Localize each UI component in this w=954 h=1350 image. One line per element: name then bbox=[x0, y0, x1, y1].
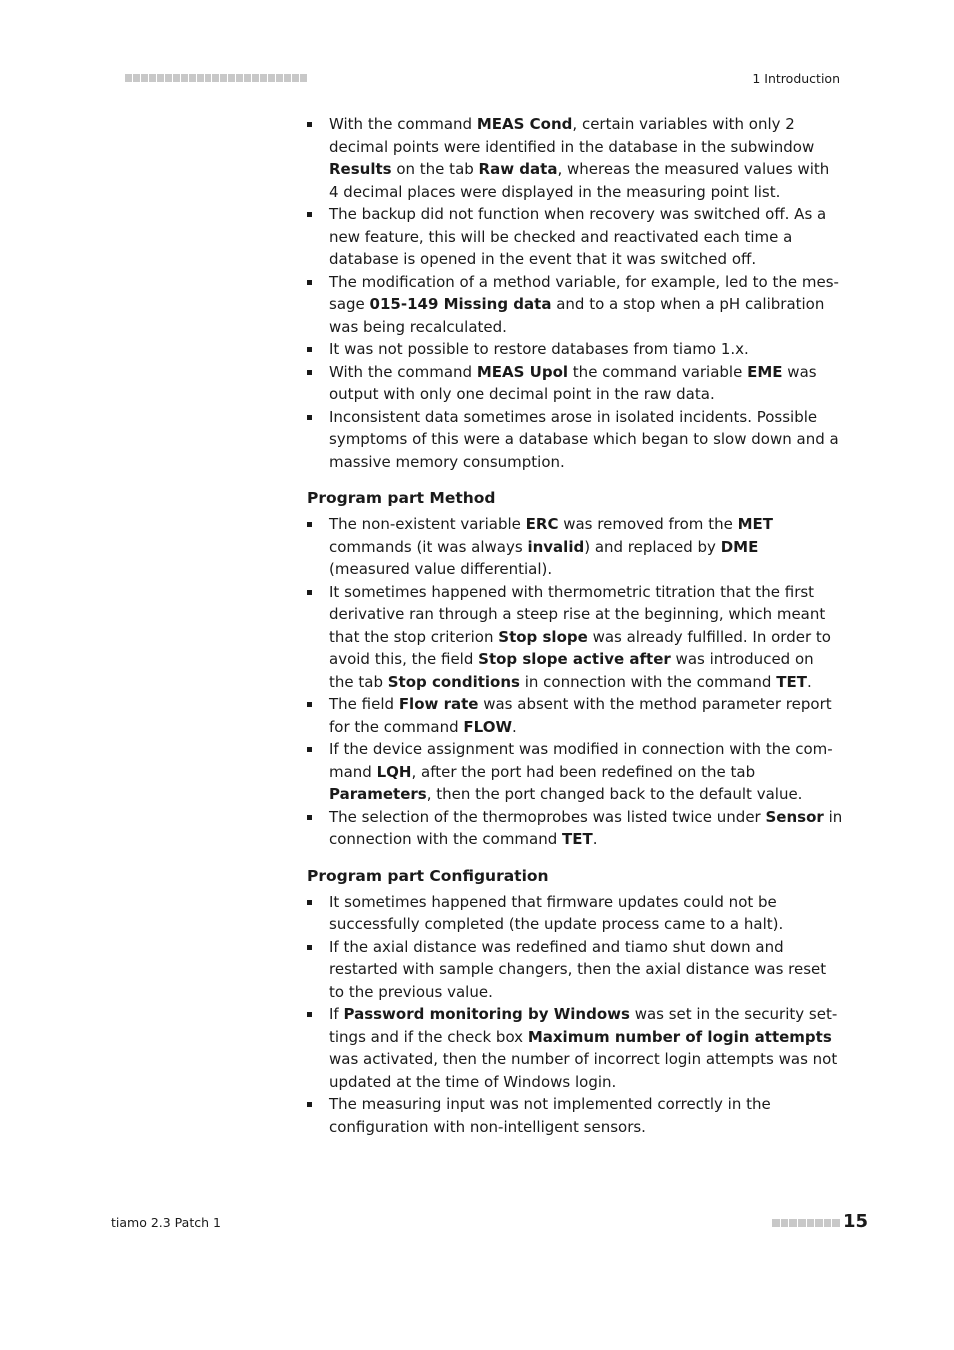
list-item bbox=[307, 406, 843, 474]
bullet-list-general bbox=[307, 113, 843, 473]
bullet-list-method bbox=[307, 513, 843, 851]
item-text: It sometimes happened with thermometric titration that the first derivative ran through a steep rise at the beginning, which meant that the stop criterion bbox=[329, 582, 826, 646]
list-item bbox=[307, 891, 843, 936]
item-text: The measuring input was not implemented correctly in the configuration with non-intelligent sensors. bbox=[329, 1095, 771, 1136]
list-item bbox=[307, 1093, 843, 1138]
ui-term: Stop slope bbox=[498, 627, 588, 646]
item-text: was output with only one decimal point in the raw data. bbox=[329, 362, 817, 403]
item-text: on the tab bbox=[391, 160, 479, 178]
heading-program-part-method: Program part Method bbox=[307, 489, 496, 507]
ui-term: Password monitoring by Windows bbox=[343, 1005, 630, 1023]
item-text: . bbox=[806, 672, 812, 691]
item-text: was absent with the method parameter report for the command bbox=[329, 695, 832, 736]
item-text: The backup did not function when recovery was switched off. As a new feature, this will be checked and reactivated each time a database is opened in the event that it was switched off. bbox=[329, 205, 827, 268]
list-item bbox=[307, 693, 843, 738]
footer-decoration bbox=[772, 1219, 840, 1227]
item-text: With the command bbox=[329, 115, 477, 133]
item-text: Inconsistent data sometimes arose in isolated incidents. Possible symptoms of this were a database which began to slow down and a massive memory consumption. bbox=[329, 407, 839, 471]
item-text: the command variable bbox=[568, 362, 748, 381]
item-text: in connection with the command bbox=[329, 807, 843, 848]
item-text: It was not possible to restore databases from tiamo 1.x. bbox=[329, 340, 749, 358]
item-text: If the device assignment was modified in connection with the command bbox=[329, 740, 833, 781]
running-header-section: 1 Introduction bbox=[752, 71, 840, 86]
ui-term: TET bbox=[776, 672, 807, 691]
item-text: , whereas the measured values with 4 decimal places were displayed in the measuring point list. bbox=[329, 160, 830, 201]
ui-term: EME bbox=[747, 362, 783, 381]
item-text: , then the port changed back to the default value. bbox=[426, 785, 803, 803]
item-text: (measured value differential). bbox=[329, 560, 553, 578]
ui-term: Stop conditions bbox=[387, 672, 520, 691]
ui-term: TET bbox=[562, 830, 593, 848]
item-text: . bbox=[512, 717, 517, 736]
item-text: was set in the security settings and if the check box bbox=[329, 1005, 838, 1046]
bullet-list-configuration bbox=[307, 891, 843, 1139]
item-text: The selection of the thermoprobes was listed twice under bbox=[329, 807, 766, 826]
ui-term: MEAS Upol bbox=[476, 362, 569, 381]
item-text: The field bbox=[329, 695, 399, 713]
ui-term: Sensor bbox=[765, 807, 824, 826]
ui-term: DME bbox=[720, 537, 759, 556]
main-content bbox=[307, 113, 843, 1138]
item-text: was introduced on the tab bbox=[329, 650, 814, 691]
page-number: 15 bbox=[842, 1211, 868, 1232]
list-item bbox=[307, 271, 843, 339]
ui-term: LQH bbox=[376, 762, 412, 781]
list-item bbox=[307, 738, 843, 806]
list-item bbox=[307, 513, 843, 581]
item-text: , certain variables with only 2 decimal points were identified in the database in the subwindow bbox=[329, 115, 815, 156]
heading-program-part-configuration: Program part Configuration bbox=[307, 866, 549, 885]
item-text: commands (it was always bbox=[329, 537, 528, 556]
ui-term: 015-149 Missing data bbox=[369, 295, 552, 313]
list-item bbox=[307, 936, 843, 1004]
ui-term: Parameters bbox=[329, 785, 427, 803]
list-item bbox=[307, 203, 843, 271]
ui-term: Flow rate bbox=[398, 695, 479, 713]
item-text: The modification of a method variable, for example, led to the message bbox=[329, 272, 839, 313]
ui-term: FLOW bbox=[463, 717, 512, 736]
item-text: in connection with the command bbox=[519, 672, 777, 691]
item-text: , after the port had been redefined on the tab bbox=[411, 762, 756, 781]
list-item bbox=[307, 806, 843, 851]
ui-term: Raw data bbox=[478, 160, 558, 178]
item-text: It sometimes happened that firmware updates could not be successfully completed (the update process came to a halt). bbox=[329, 892, 784, 933]
list-item bbox=[307, 581, 843, 694]
item-text: ) and replaced by bbox=[584, 537, 721, 556]
item-text: and to a stop when a pH calibration was being recalculated. bbox=[329, 295, 825, 336]
ui-term: Maximum number of login attempts bbox=[527, 1027, 832, 1046]
item-text: If bbox=[329, 1005, 344, 1023]
item-text: was removed from the bbox=[558, 515, 738, 533]
ui-term: ERC bbox=[525, 515, 559, 533]
item-text: With the command bbox=[329, 362, 477, 381]
ui-term: MET bbox=[737, 515, 773, 533]
item-text: . bbox=[592, 830, 598, 848]
ui-term: Results bbox=[329, 160, 392, 178]
item-text: was activated, then the number of incorrect login attempts was not updated at the time of Windows login. bbox=[329, 1050, 838, 1091]
list-item bbox=[307, 1003, 843, 1093]
ui-term: MEAS Cond bbox=[476, 115, 573, 133]
ui-term: Stop slope active after bbox=[478, 650, 671, 668]
header-decoration bbox=[125, 74, 307, 82]
list-item bbox=[307, 113, 843, 203]
item-text: The non-existent variable bbox=[329, 515, 526, 533]
item-text: was already fulfilled. In order to avoid this, the field bbox=[329, 627, 831, 668]
list-item bbox=[307, 338, 843, 361]
footer-document-title: tiamo 2.3 Patch 1 bbox=[111, 1215, 221, 1230]
item-text: If the axial distance was redefined and tiamo shut down and restarted with sample changers, then the axial distance was reset to the previous value. bbox=[329, 937, 827, 1001]
list-item bbox=[307, 361, 843, 406]
ui-term: invalid bbox=[527, 537, 585, 556]
